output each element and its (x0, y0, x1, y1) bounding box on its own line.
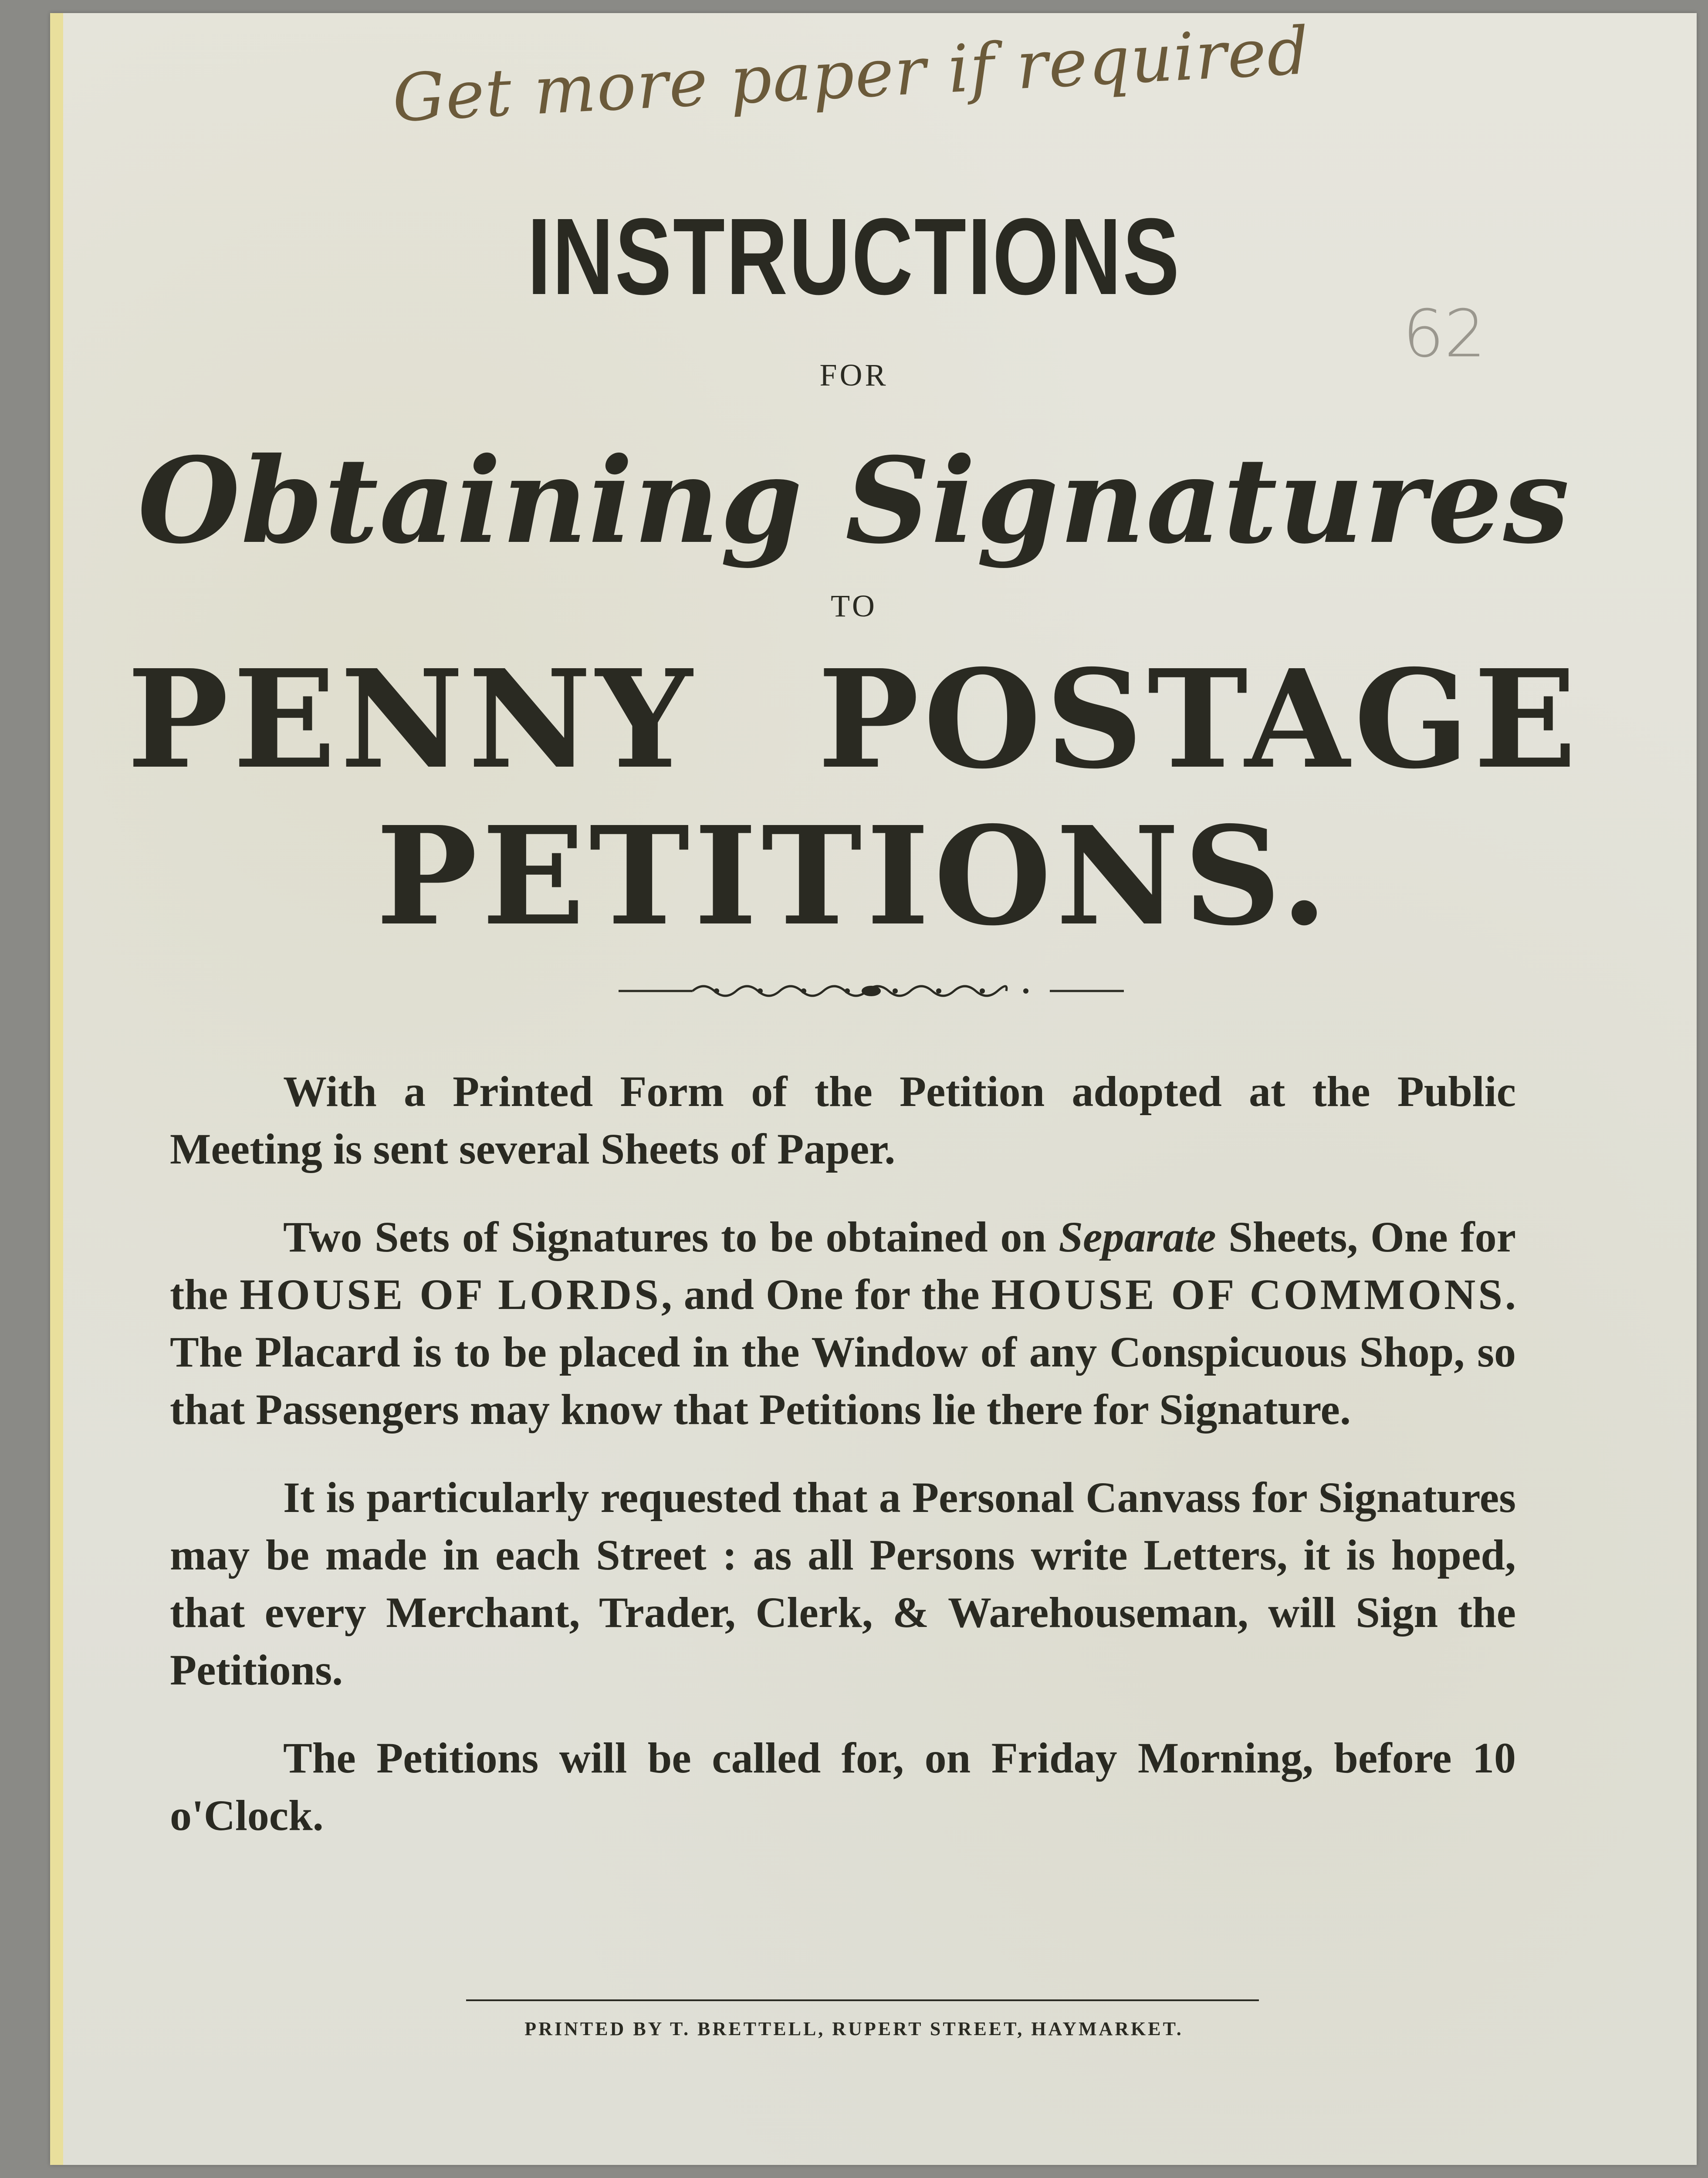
handwritten-note: Get more paper if required (390, 13, 1312, 137)
decorative-divider (619, 978, 1124, 1004)
paragraph-1: With a Printed Form of the Petition adopted at the Public Meeting is sent several Sheets of Paper. (170, 1067, 1516, 1173)
title-penny-postage: PENNY POSTAGE (127, 640, 1581, 799)
house-of-commons: HOUSE OF COMMONS (991, 1270, 1505, 1319)
paragraph-2-part-g: . The Placard is to be placed in the Window of any Conspicuous Shop, so that Passengers may know that Petitions lie there for Signature. (170, 1270, 1516, 1434)
paper-edge-strip (50, 13, 63, 2165)
archive-number: 62 (1403, 296, 1486, 372)
title-obtaining-signatures: Obtaining Signatures (138, 431, 1570, 570)
house-of-lords: HOUSE OF LORDS (240, 1270, 661, 1319)
paragraph-2 (170, 1208, 1516, 1438)
printer-imprint: PRINTED BY T. BRETTELL, RUPERT STREET, HAYMARKET. (524, 2018, 1184, 2039)
imprint-rule (466, 1999, 1259, 2001)
title-petitions: PETITIONS. (376, 797, 1332, 956)
paragraph-4: The Petitions will be called for, on Friday Morning, before 10 o'Clock. (170, 1734, 1516, 1840)
paragraph-3: It is particularly requested that a Personal Canvass for Signatures may be made in each Street : as all Persons write Letters, it is hoped, that every Merchant, Trader, Clerk, & Warehouseman, will Sign the Petitions. (170, 1473, 1516, 1694)
title-for: FOR (819, 358, 889, 392)
paragraph-2-part-c: Sheets, One for the (170, 1213, 1516, 1319)
title-instructions: INSTRUCTIONS (527, 196, 1181, 317)
paragraph-2-part-e: , and One for the (661, 1270, 991, 1319)
paragraph-2-part-a: Two Sets of Signatures to be obtained on (283, 1213, 1059, 1261)
title-to: TO (831, 588, 877, 623)
instructions-body (170, 1063, 1516, 1875)
paragraph-2-separate: Separate (1059, 1213, 1216, 1261)
